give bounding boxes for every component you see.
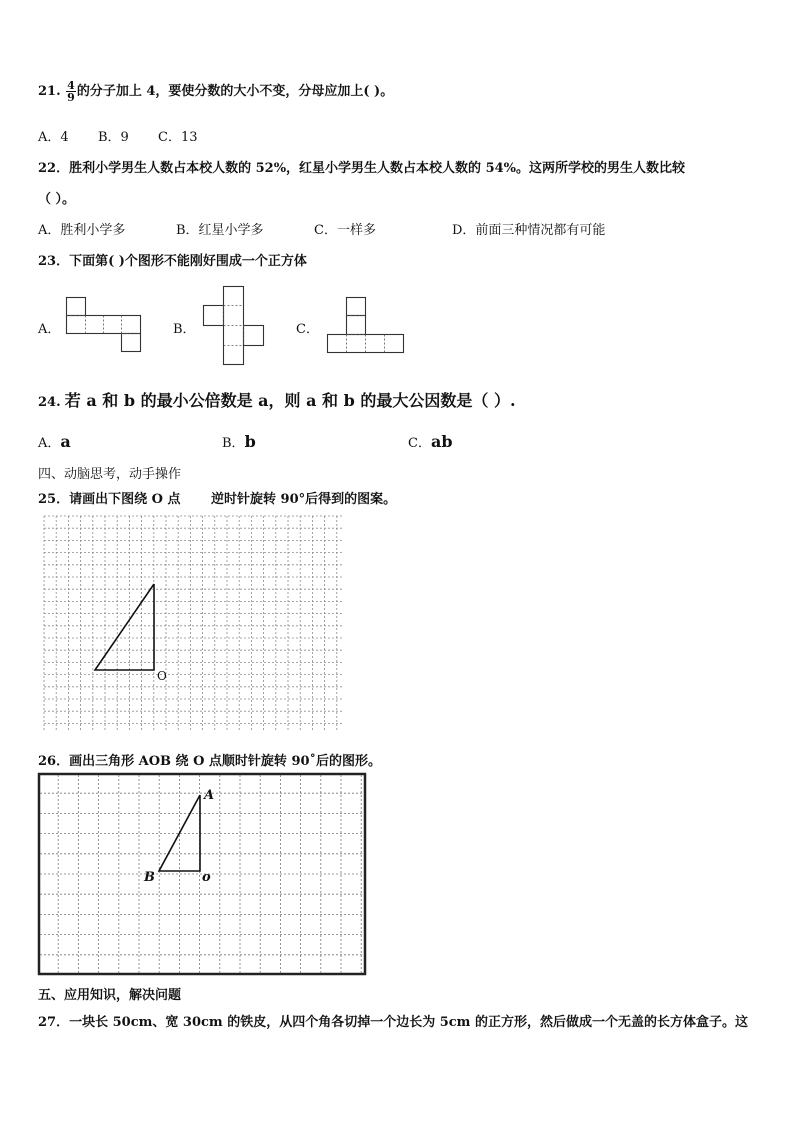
question-24-number: 24. (38, 395, 61, 410)
q23-option-b-label[interactable]: B． (173, 322, 196, 337)
question-24-text: 若 a 和 b 的最小公倍数是 a，则 a 和 b 的最大公因数是（ ）. (64, 391, 516, 410)
fraction-numerator: 4 (67, 79, 75, 92)
cube-net-c[interactable] (327, 297, 407, 355)
q24-option-a-value: a (60, 432, 71, 451)
q22-option-a[interactable]: A．胜利小学多 (38, 223, 126, 238)
q24-option-a-label: A． (38, 436, 61, 451)
point-o-label: O (157, 669, 167, 683)
section-4-heading: 四、动脑思考，动手操作 (38, 467, 182, 482)
q24-option-a[interactable] (38, 432, 71, 451)
q23-option-a-label[interactable]: A． (38, 322, 61, 337)
question-22-line2: （ ）。 (38, 192, 76, 207)
point-b-label: B (144, 870, 155, 885)
question-24 (38, 388, 516, 411)
question-25-part2: 逆时针旋转 90°后得到的图案。 (211, 492, 397, 507)
q21-option-a[interactable]: A．4 (38, 130, 69, 145)
q21-option-b[interactable]: B．9 (98, 130, 129, 145)
point-a-label: A (204, 788, 215, 803)
grid-q25[interactable] (44, 516, 346, 734)
cube-net-a[interactable] (66, 297, 142, 353)
q24-option-c-value: ab (430, 432, 453, 451)
cube-net-b[interactable] (203, 286, 265, 366)
point-o-label: o (202, 870, 211, 885)
q21-option-c[interactable]: C．13 (158, 130, 198, 145)
fraction-denominator: 9 (67, 91, 75, 104)
question-25-part1: 25．请画出下图绕 O 点 (38, 492, 181, 507)
q24-option-b[interactable] (222, 432, 256, 451)
grid-q26[interactable] (38, 773, 368, 977)
question-21-text: 的分子加上 4，要使分数的大小不变，分母应加上( )。 (76, 84, 394, 99)
section-5-heading: 五、应用知识，解决问题 (38, 988, 182, 1003)
q24-option-c[interactable] (408, 432, 453, 451)
q22-option-d[interactable]: D．前面三种情况都有可能 (452, 223, 606, 238)
q22-option-b[interactable]: B．红星小学多 (176, 223, 264, 238)
q24-option-c-label: C． (408, 436, 431, 451)
q23-option-c-label[interactable]: C． (296, 322, 319, 337)
fraction-4-9 (66, 80, 76, 103)
question-22-line1: 22．胜利小学男生人数占本校人数的 52%，红星小学男生人数占本校人数的 54%。这两所学校的男生人数比较 (38, 161, 686, 176)
q24-option-b-label: B． (222, 436, 245, 451)
question-21 (38, 80, 393, 103)
q24-option-b-value: b (244, 432, 256, 451)
question-21-number: 21. (38, 84, 61, 99)
q22-option-c[interactable]: C．一样多 (314, 223, 376, 238)
question-23: 23．下面第( )个图形不能刚好围成一个正方体 (38, 254, 307, 269)
question-27: 27．一块长 50cm、宽 30cm 的铁皮，从四个角各切掉一个边长为 5cm 的正方形，然后做成一个无盖的长方体盒子。这 (38, 1015, 748, 1030)
triangle-q25 (95, 584, 154, 670)
question-26: 26．画出三角形 AOB 绕 O 点顺时针旋转 90˚后的图形。 (38, 754, 382, 769)
